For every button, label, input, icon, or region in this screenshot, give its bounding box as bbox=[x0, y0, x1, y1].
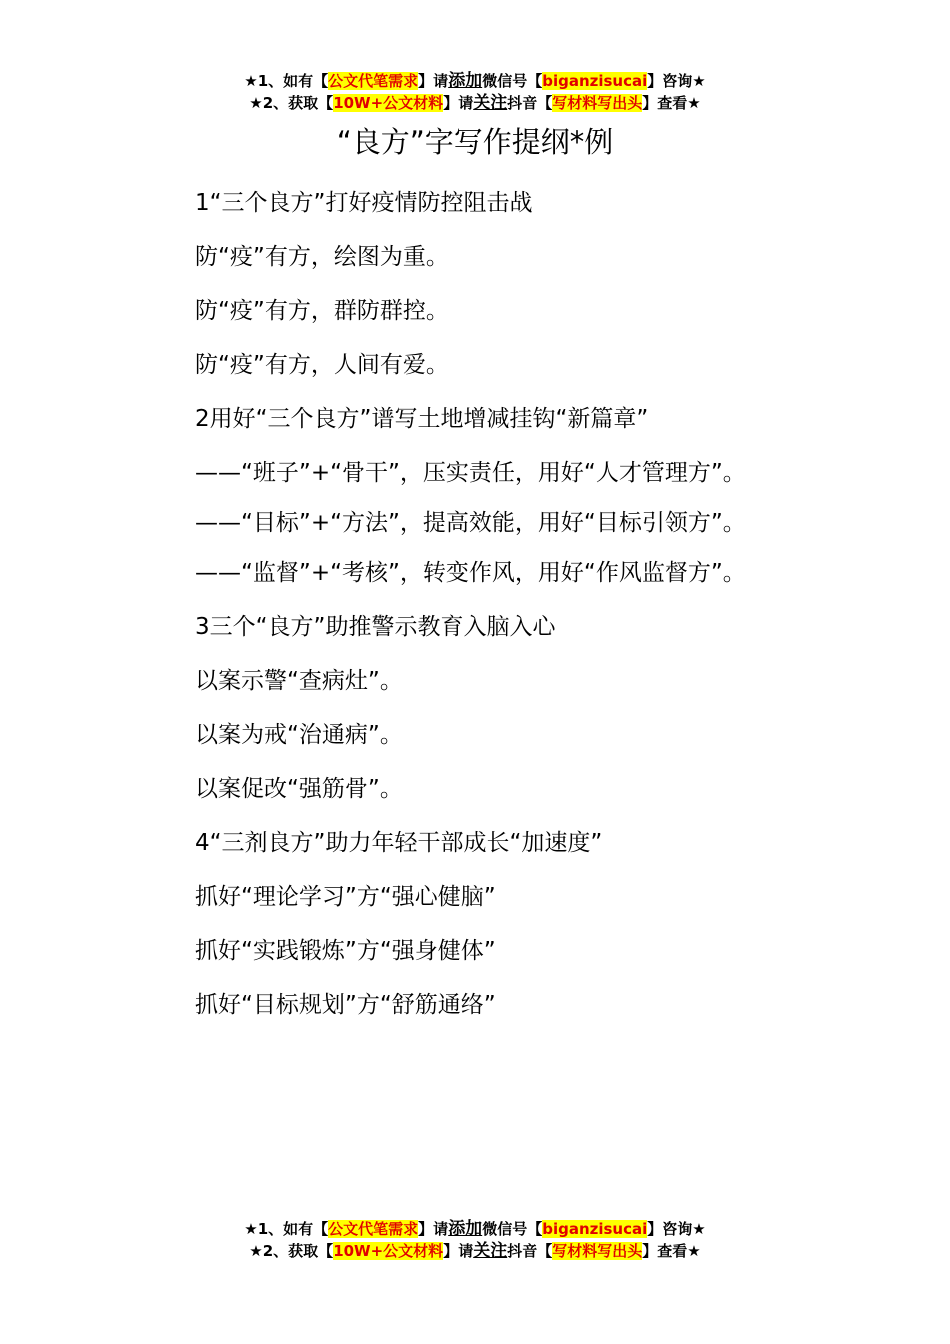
footer-banner bbox=[0, 1218, 950, 1262]
paragraph: 以案为戒“治通病”。 bbox=[195, 722, 403, 748]
banner-line-2 bbox=[0, 92, 950, 114]
banner-underlined: 关注 bbox=[473, 93, 508, 113]
banner-line-2 bbox=[0, 1240, 950, 1262]
banner-line-1 bbox=[0, 1218, 950, 1240]
paragraph: 抓好“理论学习”方“强心健脑” bbox=[195, 884, 496, 910]
banner-text: 微信号【 bbox=[482, 1220, 543, 1238]
banner-underlined: 添加 bbox=[448, 1219, 483, 1239]
banner-text: ★2、获取【 bbox=[249, 94, 334, 112]
paragraph: ——“班子”+“骨干”，压实责任，用好“人才管理方”。 bbox=[195, 460, 746, 486]
banner-text: ★2、获取【 bbox=[249, 1242, 334, 1260]
banner-highlight: biganzisucai bbox=[542, 1220, 648, 1238]
paragraph: 以案示警“查病灶”。 bbox=[195, 668, 403, 694]
paragraph: 2用好“三个良方”谱写土地增减挂钩“新篇章” bbox=[195, 406, 649, 432]
banner-text: 抖音【 bbox=[507, 94, 553, 112]
banner-text: 】查看★ bbox=[642, 1242, 701, 1260]
banner-text: 】咨询★ bbox=[647, 1220, 706, 1238]
document-body bbox=[143, 176, 808, 1032]
paragraph: 抓好“目标规划”方“舒筋通络” bbox=[195, 992, 496, 1018]
paragraph: 1“三个良方”打好疫情防控阻击战 bbox=[195, 190, 533, 216]
banner-highlight: biganzisucai bbox=[542, 72, 648, 90]
banner-text: 】请 bbox=[443, 94, 474, 112]
banner-text: 】咨询★ bbox=[647, 72, 706, 90]
banner-text: 】请 bbox=[418, 72, 449, 90]
paragraph: 3三个“良方”助推警示教育入脑入心 bbox=[195, 614, 556, 640]
banner-text: 】查看★ bbox=[642, 94, 701, 112]
banner-underlined: 添加 bbox=[448, 71, 483, 91]
banner-text: 】请 bbox=[418, 1220, 449, 1238]
banner-highlight: 写材料写出头 bbox=[552, 1242, 643, 1260]
paragraph: 防“疫”有方，绘图为重。 bbox=[195, 244, 449, 270]
banner-highlight: 公文代笔需求 bbox=[328, 72, 419, 90]
paragraph: 4“三剂良方”助力年轻干部成长“加速度” bbox=[195, 830, 603, 856]
paragraph: 防“疫”有方，人间有爱。 bbox=[195, 352, 449, 378]
banner-highlight: 10W+公文材料 bbox=[333, 1242, 444, 1260]
banner-text: ★1、如有【 bbox=[244, 1220, 329, 1238]
banner-highlight: 公文代笔需求 bbox=[328, 1220, 419, 1238]
banner-text: 】请 bbox=[443, 1242, 474, 1260]
paragraph: 以案促改“强筋骨”。 bbox=[195, 776, 403, 802]
banner-highlight: 写材料写出头 bbox=[552, 94, 643, 112]
banner-text: 微信号【 bbox=[482, 72, 543, 90]
header-banner bbox=[0, 70, 950, 114]
banner-line-1 bbox=[0, 70, 950, 92]
banner-underlined: 关注 bbox=[473, 1241, 508, 1261]
paragraph: 防“疫”有方，群防群控。 bbox=[195, 298, 449, 324]
paragraph: ——“监督”+“考核”，转变作风，用好“作风监督方”。 bbox=[195, 560, 746, 586]
document-title: “良方”字写作提纲*例 bbox=[336, 125, 614, 159]
paragraph: ——“目标”+“方法”，提高效能，用好“目标引领方”。 bbox=[195, 510, 746, 536]
banner-text: 抖音【 bbox=[507, 1242, 553, 1260]
paragraph: 抓好“实践锻炼”方“强身健体” bbox=[195, 938, 496, 964]
banner-highlight: 10W+公文材料 bbox=[333, 94, 444, 112]
banner-text: ★1、如有【 bbox=[244, 72, 329, 90]
